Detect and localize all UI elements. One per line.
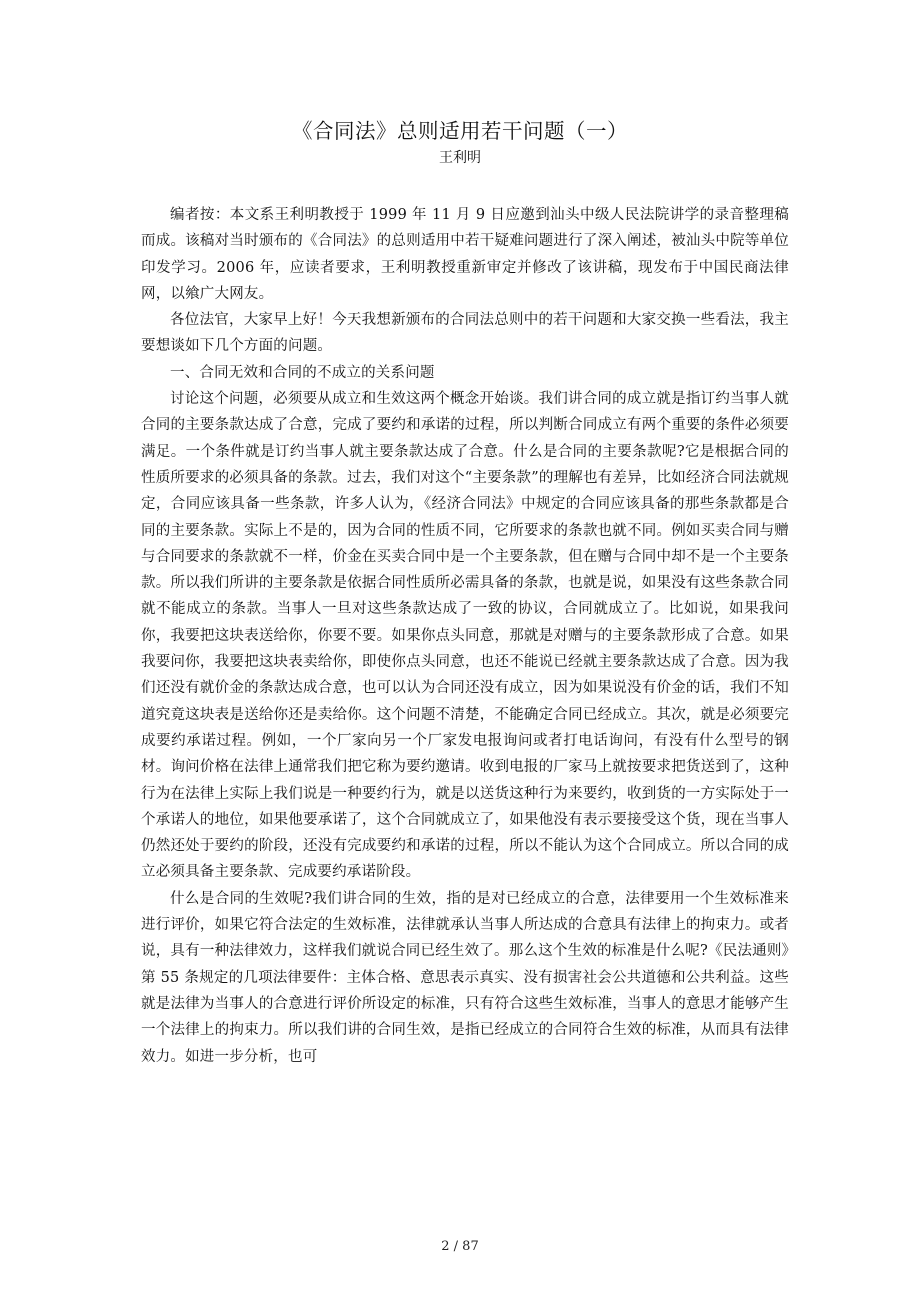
page-number: 2 / 87 [441, 1239, 479, 1254]
body-paragraph: 讨论这个问题，必须要从成立和生效这两个概念开始谈。我们讲合同的成立就是指订约当事人就合同的主要条款达成了合意，完成了要约和承诺的过程，所以判断合同成立有两个重要的条件必须要满足。一个条件就是订约当事人就主要条款达成了合意。什么是合同的主要条款呢?它是根据合同的性质所要求的必须具备的条款。过去，我们对这个“主要条款”的理解也有差异，比如经济合同法就规定，合同应该具备一些条款，许多人认为，《经济合同法》中规定的合同应该具备的那些条款都是合同的主要条款。实际上不是的，因为合同的性质不同，它所要求的条款也就不同。例如买卖合同与赠与合同要求的条款就不一样，价金在买卖合同中是一个主要条款，但在赠与合同中却不是一个主要条款。所以我们所讲的主要条款是依据合同性质所必需具备的条款，也就是说，如果没有这些条款合同就不能成立的条款。当事人一旦对这些条款达成了一致的协议，合同就成立了。比如说，如果我问你，我要把这块表送给你，你要不要。如果你点头同意，那就是对赠与的主要条款形成了合意。如果我要问你，我要把这块表卖给你，即使你点头同意，也还不能说已经就主要条款达成了合意。因为我们还没有就价金的条款达成合意，也可以认为合同还没有成立，因为如果说没有价金的话，我们不知道究竟这块表是送给你还是卖给你。这个问题不清楚，不能确定合同已经成立。其次，就是必须要完成要约承诺过程。例如，一个厂家向另一个厂家发电报询问或者打电话询问，有没有什么型号的钢材。询问价格在法律上通常我们把它称为要约邀请。收到电报的厂家马上就按要求把货送到了，这种行为在法律上实际上我们说是一种要约行为，就是以送货这种行为来要约，收到货的一方实际处于一个承诺人的地位，如果他要承诺了，这个合同就成立了，如果他没有表示要接受这个货，现在当事人仍然还处于要约的阶段，还没有完成要约和承诺的过程，所以不能认为这个合同成立。所以合同的成立必须具备主要条款、完成要约承诺阶段。 [141, 391, 789, 881]
greeting-paragraph: 各位法官，大家早上好！今天我想新颁布的合同法总则中的若干问题和大家交换一些看法，我主要想谈如下几个方面的问题。 [141, 312, 789, 355]
document-author: 王利明 [439, 150, 481, 166]
document-title: 《合同法》总则适用若干问题（一） [292, 119, 628, 143]
editor-note-paragraph: 编者按：本文系王利明教授于 1999 年 11 月 9 日应邀到汕头中级人民法院讲学的录音整理稿而成。该稿对当时颁布的《合同法》的总则适用中若干疑难问题进行了深入阐述，被汕头中院等单位印发学习。2006 年，应读者要求，王利明教授重新审定并修改了该讲稿，现发布于中国民商法律网，以飨广大网友。 [141, 207, 789, 302]
body-paragraph: 什么是合同的生效呢?我们讲合同的生效，指的是对已经成立的合意，法律要用一个生效标准来进行评价，如果它符合法定的生效标准，法律就承认当事人所达成的合意具有法律上的拘束力。或者说，具有一种法律效力，这样我们就说合同已经生效了。那么这个生效的标准是什么呢?《民法通则》第 55 条规定的几项法律要件：主体合格、意思表示真实、没有损害社会公共道德和公共利益。这些就是法律为当事人的合意进行评价所设定的标准，只有符合这些生效标准，当事人的意思才能够产生一个法律上的拘束力。所以我们讲的合同生效，是指已经成立的合同符合生效的标准，从而具有法律效力。如进一步分析，也可 [141, 890, 789, 1065]
section-heading: 一、合同无效和合同的不成立的关系问题 [170, 364, 435, 381]
document-body [141, 202, 789, 1070]
